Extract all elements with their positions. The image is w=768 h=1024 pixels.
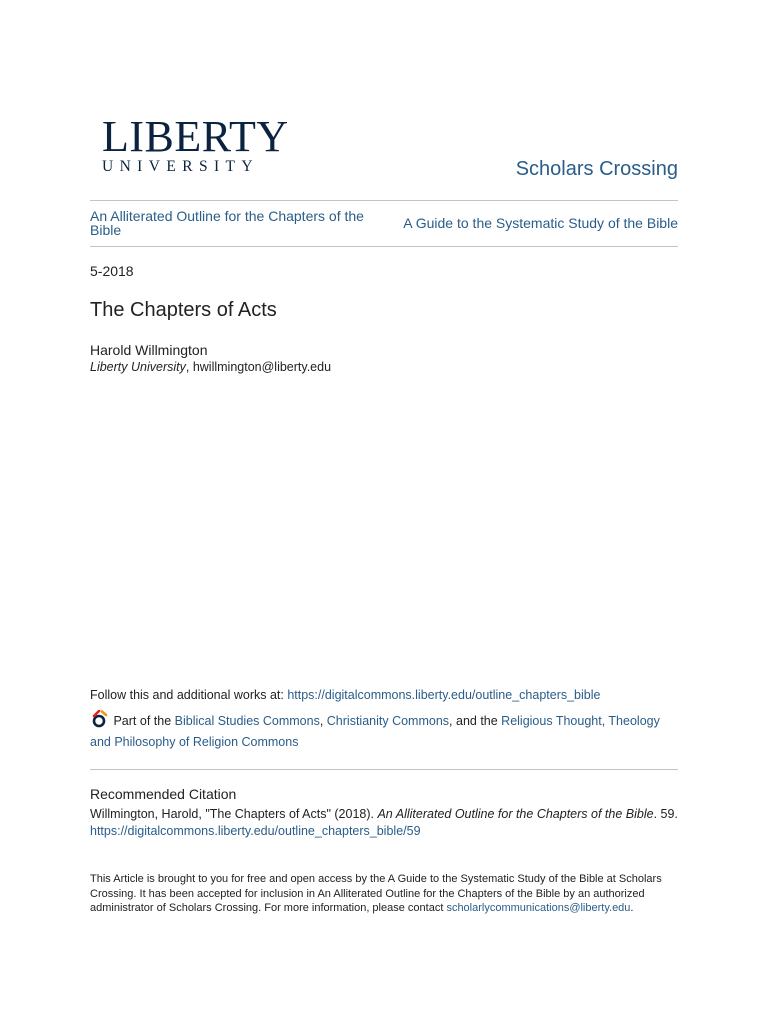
header [90, 112, 678, 192]
biblical-studies-commons-link[interactable]: Biblical Studies Commons [174, 714, 320, 728]
access-statement [90, 872, 678, 916]
part-of-sep-2: , and the [449, 714, 502, 728]
cover-page [90, 0, 678, 1024]
series-link[interactable]: An Alliterated Outline for the Chapters of the Bible [90, 208, 364, 238]
divider-top [90, 200, 678, 201]
citation-url-link[interactable]: https://digitalcommons.liberty.edu/outline_chapters_bible/59 [90, 824, 421, 838]
part-of-commons [90, 710, 678, 753]
author-email: hwillmington@liberty.edu [192, 360, 332, 374]
follow-url-link[interactable]: https://digitalcommons.liberty.edu/outline_chapters_bible [287, 688, 601, 702]
logo-sub-text: UNIVERSITY [102, 158, 259, 175]
part-of-prefix: Part of the [110, 714, 175, 728]
religious-thought-commons-link[interactable]: Religious Thought, Theology and Philosophy of Religion Commons [90, 714, 660, 749]
citation-series: An Alliterated Outline for the Chapters of the Bible [377, 807, 654, 821]
part-of-sep-1: , [319, 714, 327, 728]
publication-date: 5-2018 [90, 263, 134, 279]
recommended-citation-body [90, 806, 678, 840]
collection-link[interactable]: A Guide to the Systematic Study of the Bible [403, 215, 678, 231]
scholars-crossing-link[interactable]: Scholars Crossing [515, 158, 678, 180]
open-access-icon [90, 710, 109, 728]
divider-nav [90, 246, 678, 247]
follow-line [90, 688, 600, 702]
divider-citation [90, 769, 678, 770]
access-statement-end: . [630, 902, 634, 914]
recommended-citation-heading: Recommended Citation [90, 786, 237, 802]
citation-text: Willmington, Harold, "The Chapters of Acts" (2018). [90, 807, 378, 821]
follow-label: Follow this and additional works at: [90, 688, 288, 702]
article-title: The Chapters of Acts [90, 299, 277, 321]
author-name: Harold Willmington [90, 342, 208, 358]
contact-email-link[interactable]: scholarlycommunications@liberty.edu [446, 902, 631, 914]
affiliation-name: Liberty University [90, 360, 186, 374]
logo-main-text: LIBERTY [102, 112, 289, 161]
affiliation-separator: , [185, 360, 193, 374]
christianity-commons-link[interactable]: Christianity Commons [326, 714, 450, 728]
author-affiliation [90, 360, 331, 374]
liberty-university-logo[interactable] [102, 112, 289, 176]
access-statement-text: This Article is brought to you for free and open access by the A Guide to the Systematic Study of the Bible at Scholars Crossing. It has been accepted for inclusion in An Alliterated Outline for the Chapters of the Bible by an authorized administrator of Scholars Crossing. For more information, please contact [90, 873, 662, 914]
citation-end: . 59. [653, 807, 678, 821]
